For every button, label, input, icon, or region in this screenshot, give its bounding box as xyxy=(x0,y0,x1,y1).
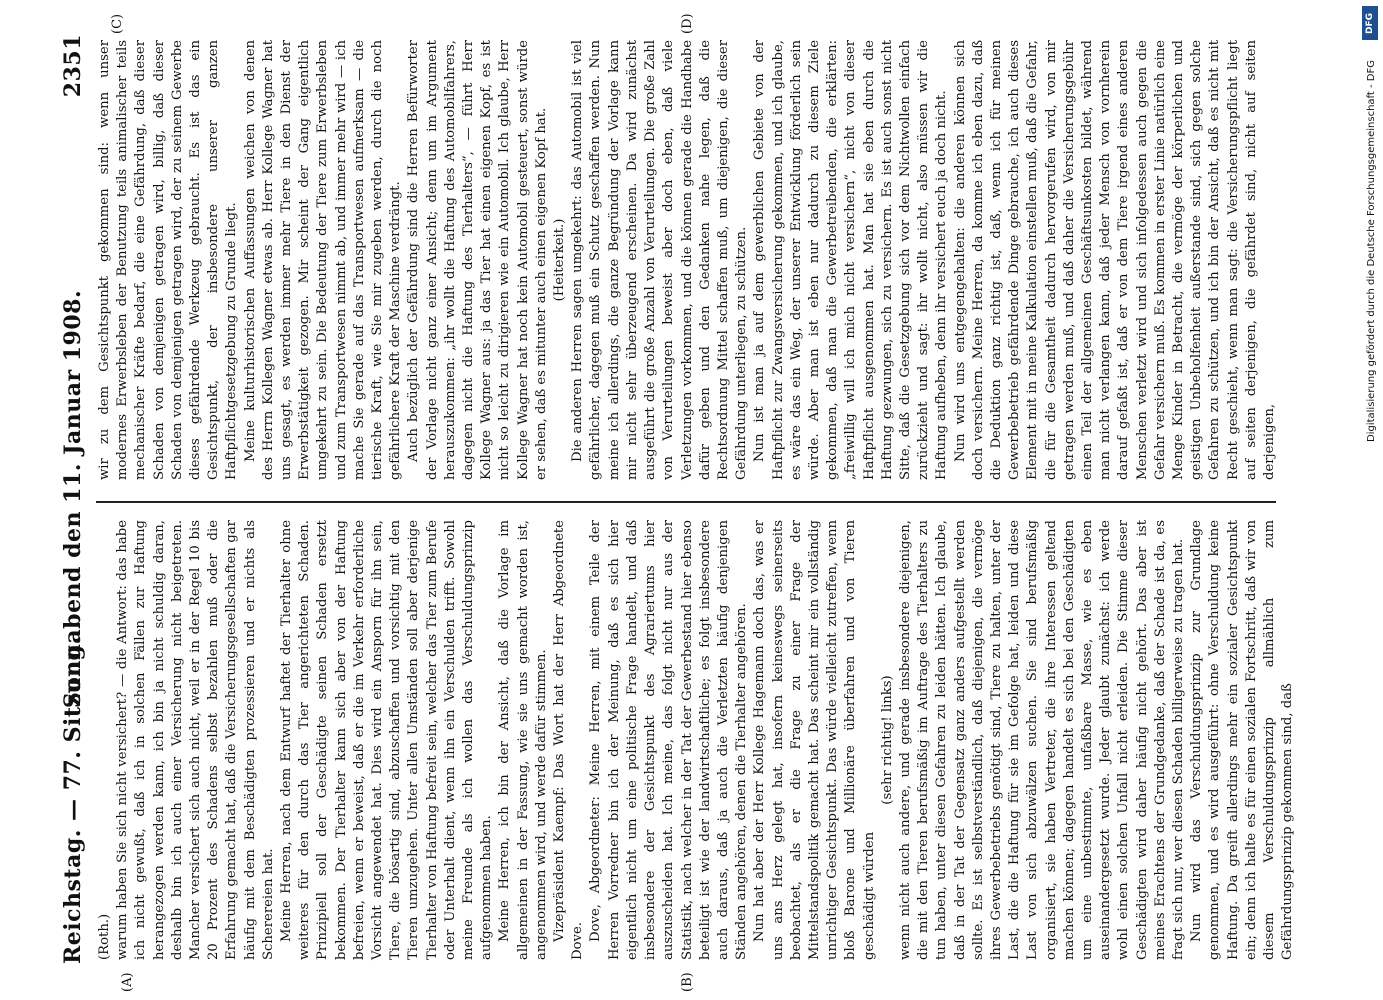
header-date: Sonnabend den 11. Januar 1908. xyxy=(60,289,86,709)
right-column xyxy=(96,40,1279,480)
column-divider xyxy=(96,501,1276,503)
page-number: 2351 xyxy=(60,34,86,98)
paragraph: Nun wird das Verschuldungsprinzip zur Grundlage genommen, und es wird ausgeführt: ohne Verschuldung keine Haftung. Da greift allerdings mehr ein sozialer Gesichtspunkt ein; denn ich halte es für einen sozialen Fortschritt, daß wir von diesem Verschuldungsprinzip allmählich zum Gefährdungsprinzip gekommen sind, daß xyxy=(1189,520,1296,960)
paragraph: Nun ist man ja auf dem gewerblichen Gebiete von der Haftpflicht zur Zwangsversicherung gekommen, und ich glaube, es wäre das ein Weg, der unserer Entwicklung förderlich sein würde. Aber man ist eben nur dadurch zu diesem Ziele gekommen, daß man die Gewerbetreibenden, die erklärten: „freiwillig will ich mich nicht versichern“, nicht von dieser Haftpflicht ausgenommen hat. Man hat sie eben durch die Haftung gezwungen, sich zu versichern. Es ist auch sonst nicht Sitte, daß die Gesetzgebung sich vor dem Nichtwollen einfach zurückzieht und sagt: ihr wollt nicht, also müssen wir die Haftung aufheben, denn ihr versichert euch ja doch nicht. xyxy=(752,40,950,480)
paragraph: wenn nicht auch andere, und gerade insbesondere diejenigen, die mit den Tieren berufsmäßig im Auftrage des Tierhalters zu tun haben, unter diesen Gefahren zu leiden hätten. Ich glaube, daß in der Tat der Gegensatz ganz anders aufgestellt werden sollte. Es ist selbstverständlich, daß diejenigen, die vermöge ihres Gewerbebetriebs genötigt sind, Tiere zu halten, unter der Last, die die Haftung für sie im Gefolge hat, leiden und diese Last von sich abzuwälzen suchen. Sie sind berufsmäßig organisiert, sie haben Vertreter, die ihre Interessen geltend machen können; dagegen handelt es sich bei den Geschädigten um eine unbestimmte, unfaßbare Masse, wie es eben auseinandergesetzt wurde. Jeder glaubt zunächst: ich werde wohl einen solchen Unfall nicht erleiden. Die Stimme dieser Geschädigten wird daher häufig nicht gehört. Das aber ist meines Erachtens der Grundgedanke, daß der Schade ist da, es fragt sich nur, wer diesen Schaden billigerweise zu tragen hat. xyxy=(897,520,1186,960)
paragraph: Dove, Abgeordneter: Meine Herren, mit einem Teile der Herren Vorredner bin ich der Meinung, daß es sich hier eigentlich nicht um eine politische Frage handelt, und daß insbesondere der Gesichtspunkt des Agrariertums hier auszuscheiden hat. Ich meine, das folgt nicht nur aus der Statistik, nach welcher in der Tat der Gewerbestand hier ebenso beteiligt ist wie der landwirtschaftliche; es folgt insbesondere auch daraus, daß ja auch die Verletzten häufig denjenigen Ständen angehören, denen die Tierhalter angehören. xyxy=(588,520,750,960)
paragraph: Nun wird uns entgegengehalten: die anderen können sich doch versichern. Meine Herren, da komme ich eben dazu, daß die Deduktion ganz richtig ist, daß, wenn ich für meinen Gewerbebetrieb gefährdende Dinge gebrauche, ich auch dieses Element mit in meine Kalkulation einstellen muß, daß die Gefahr, die für die Gesamtheit dadurch hervorgerufen wird, von mir getragen werden muß, und daß daher die Versicherungsgebühr einen Teil der allgemeinen Geschäftsunkosten bildet, während man nicht verlangen kann, daß jeder Mensch von vornherein darauf gefaßt ist, daß er von dem Tiere irgend eines anderen Menschen verletzt wird und sich infolgedessen auch gegen die Gefahr versichern muß. Es kommen in erster Linie natürlich eine Menge Kinder in Betracht, die vermöge der körperlichen und geistigen Unbeholfenheit außerstande sind, sich gegen solche Gefahren zu schützen, und ich bin der Ansicht, daß es nicht mit Recht geschieht, wenn man sagt: die Versicherungspflicht liegt auf seiten derjenigen, die gefährdet sind, nicht auf seiten derjenigen, xyxy=(952,40,1277,480)
paragraph: Meine kulturhistorischen Auffassungen weichen von denen des Herrn Kollegen Wagner etwas ab. Herr Kollege Wagner hat uns gesagt, es werden immer mehr Tiere in den Dienst der Erwerbstätigkeit gezogen. Mir scheint der Gang eigentlich umgekehrt zu sein. Die Bedeutung der Tiere zum Erwerbsleben und zum Transportwesen nimmt ab, und immer mehr wird — ich mache Sie gerade auf das Transportwesen aufmerksam — die tierische Kraft, wie Sie mir zugeben werden, durch die noch gefährlichere Kraft der Maschine verdrängt. xyxy=(242,40,404,480)
footer-note-wrapper xyxy=(1366,60,1380,940)
interjection: (Heiterkeit.) xyxy=(552,218,568,302)
digitization-note: Digitalisierung gefördert durch die Deutsche Forschungsgemeinschaft - DFG xyxy=(1366,60,1377,443)
margin-marker-c: (C) xyxy=(110,13,125,34)
margin-marker-d: (D) xyxy=(680,13,695,34)
paragraph: Nun hat aber der Herr Kollege Hagemann doch das, was er uns ans Herz gelegt hat, insofern keineswegs seinerseits beobachtet, als er die Frage zu einer Frage der Mittelstandspolitik gemacht hat. Das scheint mir ein vollständig unrichtiger Gesichtspunkt. Das würde vielleicht zutreffen, wenn bloß Barone und Millionäre überfahren und von Tieren geschädigt würden xyxy=(752,520,877,960)
paragraph: Meine Herren, nach dem Entwurf haftet der Tierhalter ohne weiteres für den durch das Tier angerichteten Schaden. Prinzipiell soll der Geschädigte seinen Schaden ersetzt bekommen. Der Tierhalter kann sich aber von der Haftung befreien, wenn er beweist, daß er die im Verkehr erforderliche Vorsicht angewendet hat. Dies wird ein Ansporn für ihn sein, Tiere, die bösartig sind, abzuschaffen und vorsichtig mit den Tieren umzugehen. Unter allen Umständen soll aber derjenige Tierhalter von Haftung befreit sein, welcher das Tier zum Berufe oder Unterhalt dient, wenn ihn ein Verschulden trifft. Sowohl meine Freunde als ich wollen das Verschuldungsprinzip aufgenommen haben. xyxy=(279,520,495,960)
dfg-logo: DFG xyxy=(1362,6,1378,40)
page-header xyxy=(60,34,88,964)
header-left: Reichstag. — 77. Sitzung. xyxy=(60,636,86,964)
left-column xyxy=(96,520,1297,960)
interjection: (sehr richtig! links) xyxy=(879,675,895,805)
paragraph: Die anderen Herren sagen umgekehrt: das Automobil ist viel gefährlicher, dagegen muß ein Schutz geschaffen werden. Nun meine ich allerdings, die ganze Begründung der Vorlage kann mir nicht sehr überzeugend erscheinen. Da wird zunächst ausgeführt die große Anzahl von Verurteilungen. Die große Zahl von Verurteilungen beweist aber doch eben, daß viele Verletzungen vorkommen, und die können gerade die Handhabe dafür geben und den Gedanken nahe legen, daß die Rechtsordnung Mittel schaffen muß, um diejenigen, die dieser Gefährdung unterliegen, zu schützen. xyxy=(570,40,750,480)
speaker-tag: (Roth.) xyxy=(97,913,112,960)
paragraph: Auch bezüglich der Gefährdung sind die Herren Befürworter der Vorlage nicht ganz einer Ansicht; denn um im Argument herauszukommen: „ihr wollt die Haftung des Automobilfahrers, dagegen nicht die Haftung des Tierhalters“, — führt Herr Kollege Wagner aus: ja das Tier hat einen eigenen Kopf, es ist nicht so leicht zu dirigieren wie ein Automobil. Ich glaube, Herr Kollege Wagner hat noch kein Automobil gesteuert, sonst würde er sehen, daß es mitunter auch einen eigenen Kopf hat. xyxy=(406,40,549,480)
margin-marker-a: (A) xyxy=(120,972,135,992)
paragraph: warum haben Sie sich nicht versichert? — die Antwort: das habe ich nicht gewußt, daß ich in solchen Fällen zur Haftung herangezogen werden kann, ich bin ja nicht schuldig daran, deshalb bin ich auch einer Versicherung nicht beigetreten. Mancher versichert sich auch nicht, weil er in der Regel 10 bis 20 Prozent des Schadens selbst bezahlen muß oder die Erfahrung gemacht hat, daß die Versicherungsgesellschaften gar häufig mit dem Beschädigten prozessieren und er nichts als Scherereien hat. xyxy=(115,520,276,960)
margin-marker-b: (B) xyxy=(680,972,695,992)
paragraph: wir zu dem Gesichtspunkt gekommen sind: wenn unser modernes Erwerbsleben der Benutzung teils animalischer teils mechanischer Kräfte bedarf, die eine Gefährdung, daß dieser Schaden von demjenigen getragen wird, billig, daß dieser Schaden von demjenigen getragen wird, der zu seinem Gewerbe dieses gefährdende Werkzeug gebraucht. Es ist das ein Gesichtspunkt, der insbesondere unserer ganzen Haftpflichtgesetzgebung zu Grunde liegt. xyxy=(97,40,240,480)
paragraph: Meine Herren, ich bin der Ansicht, daß die Vorlage im allgemeinen in der Fassung, wie sie uns gemacht worden ist, angenommen wird, und werde dafür stimmen. xyxy=(497,520,549,960)
speaker-intro: Vizepräsident Kaempf: Das Wort hat der Herr Abgeordnete Dove. xyxy=(552,520,586,960)
